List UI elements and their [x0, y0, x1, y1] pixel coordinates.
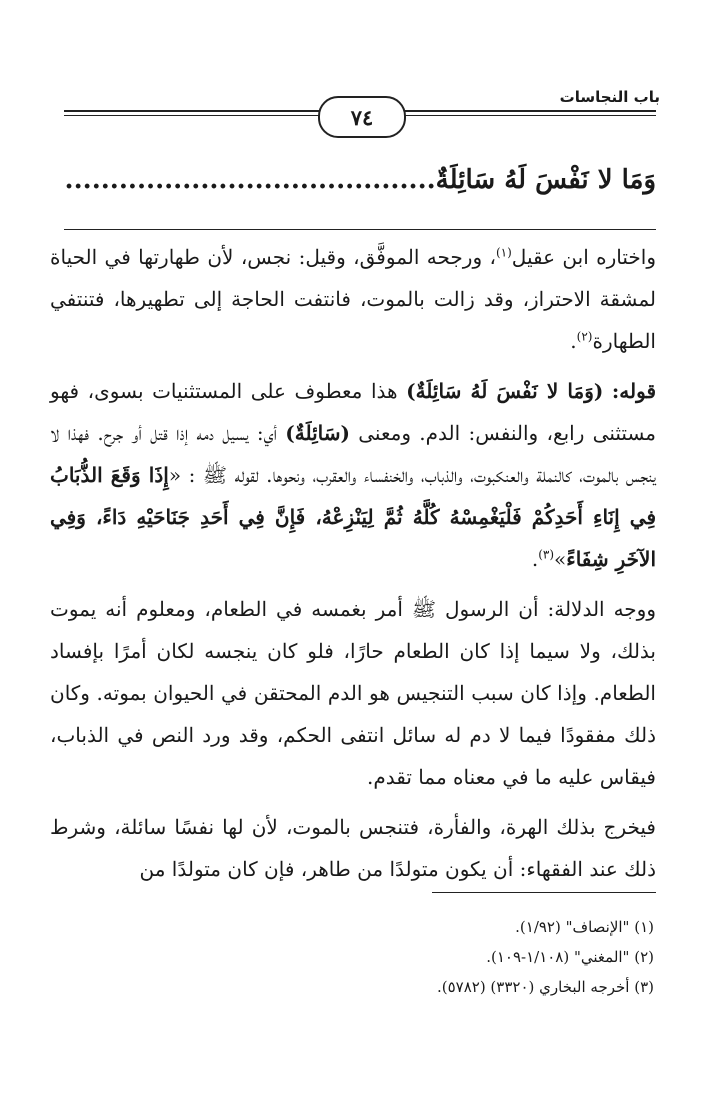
quoted-word: (سَائِلَةٌ) [285, 421, 350, 445]
page-number: ٧٤ [318, 96, 406, 138]
text-run: ، ورجحه الموفَّق، وقيل: نجس، لأن طهارتها في الحياة لمشقة الاحتراز، وقد زالت بالموت، فانتفت الحاجة إلى تطهيرها، فتنتفي الطهارة [50, 245, 656, 353]
paragraph-3: ووجه الدلالة: أن الرسول ﷺ أمر بغمسه في الطعام، ومعلوم أنه يموت بذلك، ولا سيما إذا كان الطعام حارًا، فلو كان ينجسه لكان أمرًا بإفساد الطعام. وإذا كان سبب التنجيس هو الدم المحتقن في الحيوان بموته. وكان ذلك مفقودًا فيما لا دم له سائل انتفى الحكم، وقد ورد النص في الذباب، فيقاس عليه ما في معناه مما تقدم. [50, 597, 656, 789]
paragraph-2 [50, 370, 656, 580]
section-rule [64, 229, 656, 230]
quoted-phrase: (وَمَا لا نَفْسَ لَهُ سَائِلَةٌ) [406, 379, 604, 403]
text-run: » [554, 547, 567, 571]
paragraph-4: فيخرج بذلك الهرة، والفأرة، فتنجس بالموت، لأن لها نفسًا سائلة، وشرط ذلك عند الفقهاء: أن يكون متولدًا من طاهر، فإن كان متولدًا من [50, 815, 656, 881]
footnote-ref-3[interactable]: (٣) [538, 547, 555, 562]
text-run: أي: يسيل دمه إذا قتل أو جرح. فهذا لا ينجس بالموت، كالنملة والعنكبوت، والذباب، والخنفساء والعقرب، ونحوها. لقوله ﷺ : « [50, 421, 656, 487]
text-run: واختاره ابن عقيل [511, 245, 657, 269]
body-text [50, 236, 656, 890]
footnote-3: (٣) أخرجه البخاري (٣٣٢٠) (٥٧٨٢). [436, 978, 654, 996]
section-heading: وَمَا لا نَفْسَ لَهُ سَائِلَةٌ......................................... [64, 165, 656, 195]
footnote-ref-1[interactable]: (١) [495, 245, 512, 260]
lead-word: قوله: [611, 379, 656, 403]
text-run: . [531, 547, 539, 571]
chapter-title: باب النجاسات [559, 88, 660, 106]
footnote-ref-2[interactable]: (٢) [576, 329, 593, 344]
paragraph-1 [50, 236, 656, 362]
footnote-2: (٢) "المغني" (١/١٠٨-١٠٩). [486, 948, 654, 966]
text-run: . [570, 329, 577, 353]
footnote-1: (١) "الإنصاف" (١/٩٢). [515, 918, 654, 936]
footnotes [54, 912, 654, 1002]
text-run: هذا معطوف على المستثنيات بسوى، فهو مستثنى رابع، والنفس: الدم. ومعنى [50, 379, 657, 445]
footnote-rule [432, 892, 656, 893]
hadith-text: إِذَا وَقَعَ الذُّبَابُ فِي إِنَاءِ أَحَدِكُمْ فَلْيَغْمِسْهُ كُلَّهُ ثُمَّ لِيَنْزِعْهُ، فَإِنَّ فِي أَحَدِ جَنَاحَيْهِ دَاءً، وَفِي الآخَرِ شِفَاءً [50, 463, 656, 571]
